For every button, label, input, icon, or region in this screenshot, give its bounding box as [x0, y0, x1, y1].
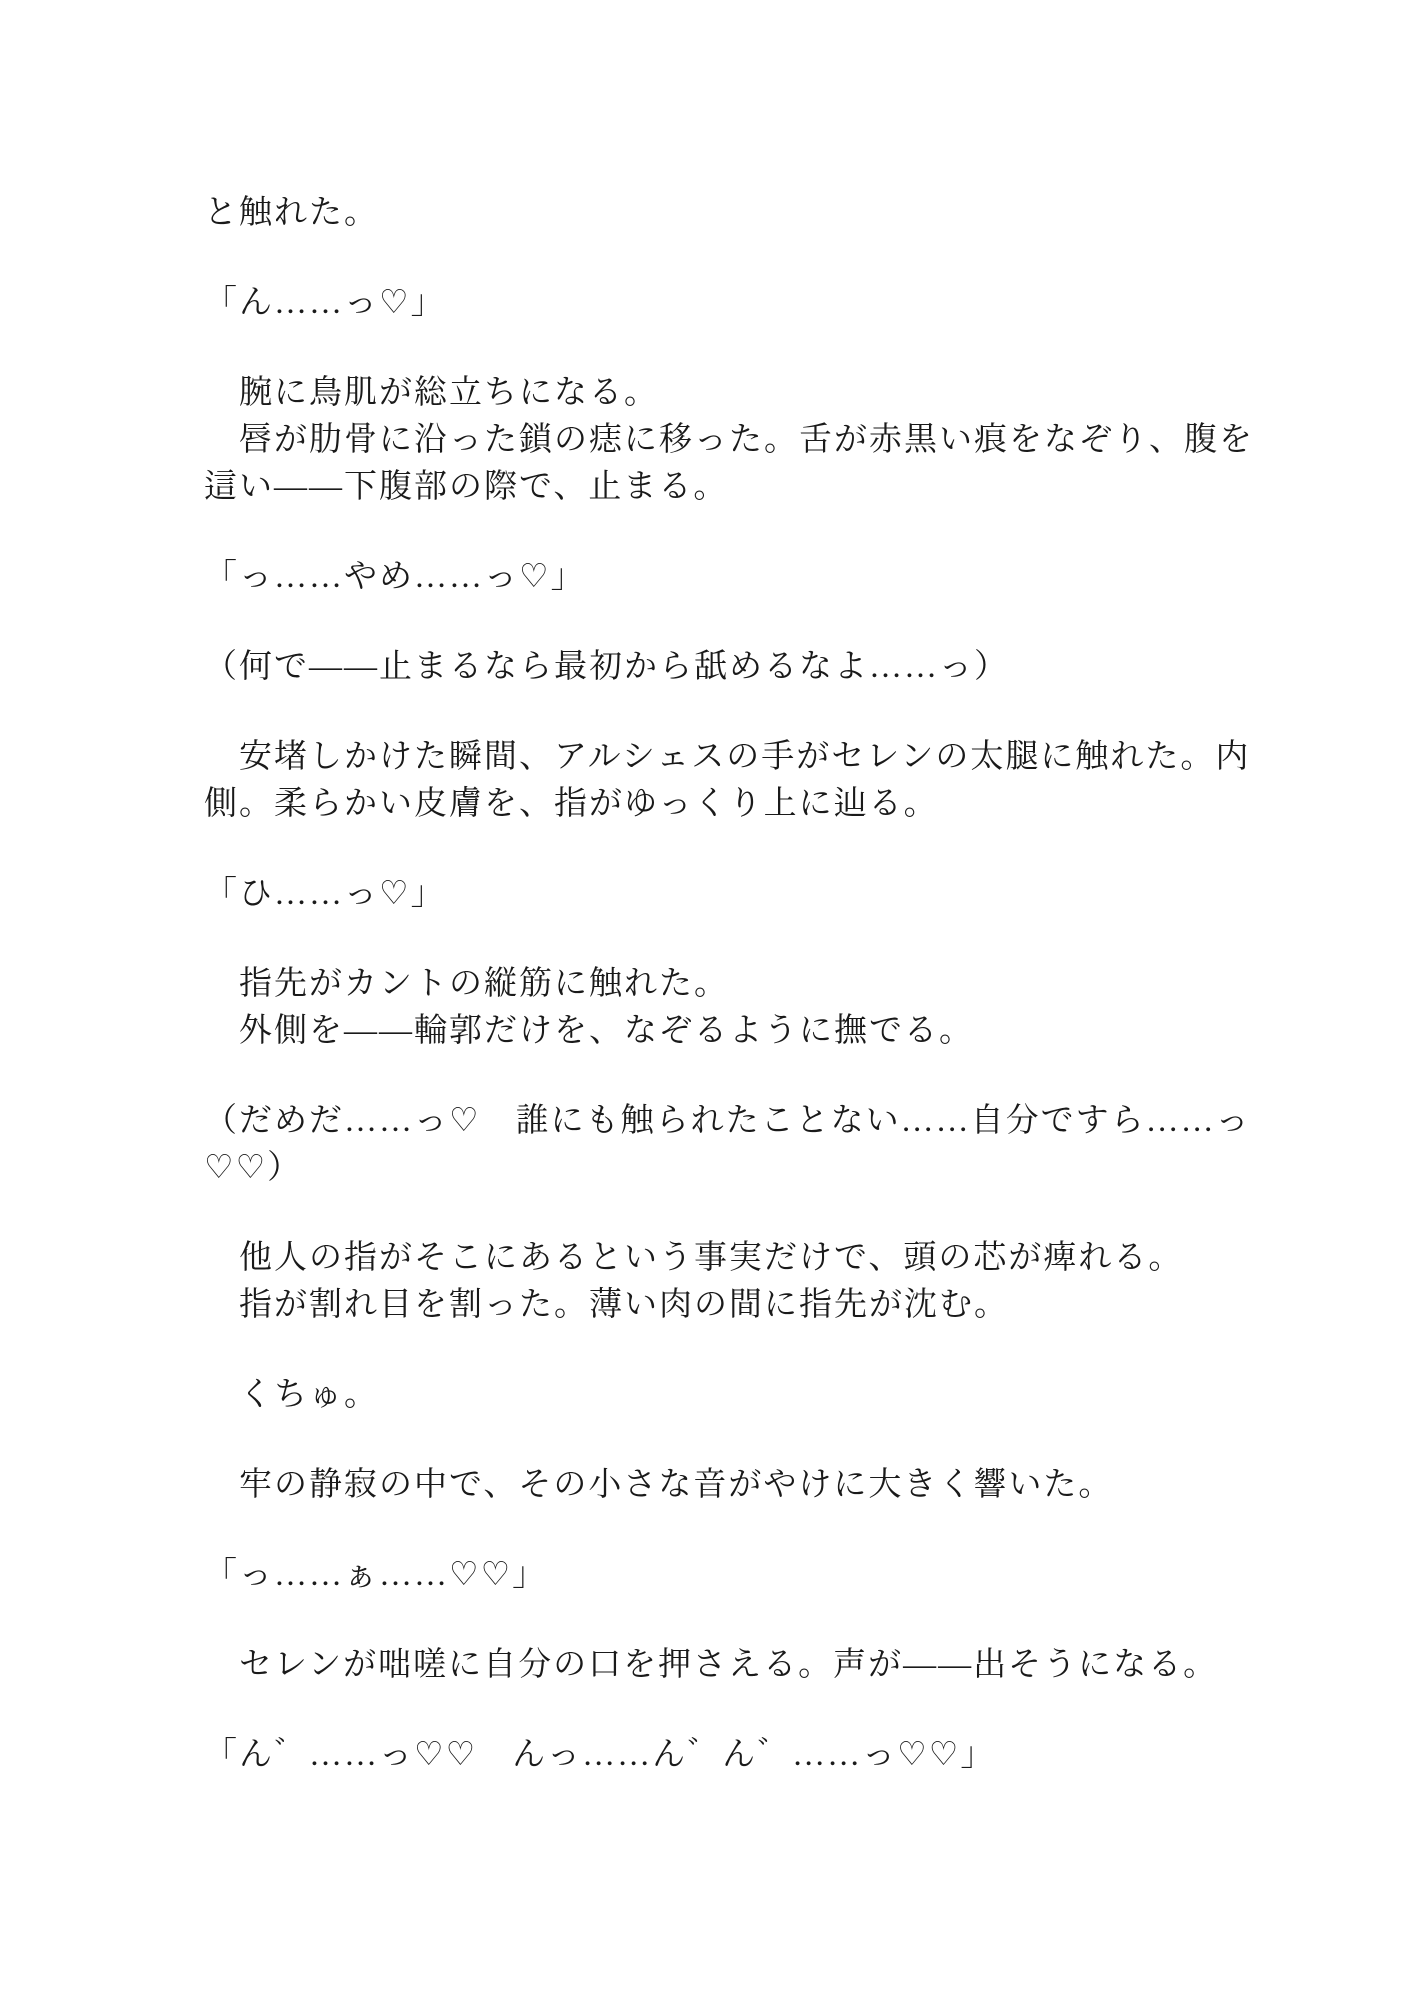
paragraph-narrative [204, 1642, 1289, 1689]
paragraph-dialogue [204, 280, 1289, 327]
text-line: 「ん゛……っ♡♡ んっ……ん゛ん゛……っ♡♡」 [204, 1737, 996, 1773]
text-line: 指先がカントの縦筋に触れた。 [204, 966, 729, 1002]
text-line: セレンが咄嗟に自分の口を押さえる。声が――出そうになる。 [204, 1647, 1219, 1683]
paragraph-thought [204, 644, 1289, 691]
text-line: 唇が肋骨に沿った鎖の痣に移った。舌が赤黒い痕をなぞり、腹を [204, 422, 1254, 458]
text-line: ♡♡） [204, 1150, 303, 1186]
text-line: 這い――下腹部の際で、止まる。 [204, 469, 729, 505]
text-line: 外側を――輪郭だけを、なぞるように撫でる。 [204, 1013, 974, 1049]
text-line: くちゅ。 [204, 1377, 379, 1413]
text-line: （だめだ……っ♡ 誰にも触られたことない……自分ですら……っ [204, 1103, 1251, 1139]
paragraph-narrative [204, 190, 1289, 237]
text-line: と触れた。 [204, 195, 379, 231]
text-line: 「っ……ぁ……♡♡」 [204, 1557, 548, 1593]
text-line: 他人の指がそこにあるという事実だけで、頭の芯が痺れる。 [204, 1240, 1184, 1276]
text-line: 牢の静寂の中で、その小さな音がやけに大きく響いた。 [204, 1467, 1114, 1503]
paragraph-narrative [204, 734, 1289, 828]
text-line: 安堵しかけた瞬間、アルシェスの手がセレンの太腿に触れた。内 [204, 739, 1251, 775]
paragraph-narrative [204, 1462, 1289, 1509]
text-line: 「っ……やめ……っ♡」 [204, 559, 586, 595]
paragraph-dialogue [204, 871, 1289, 918]
paragraph-narrative [204, 961, 1289, 1055]
text-line: 指が割れ目を割った。薄い肉の間に指先が沈む。 [204, 1287, 1009, 1323]
paragraph-dialogue [204, 1732, 1289, 1779]
text-line: 側。柔らかい皮膚を、指がゆっくり上に辿る。 [204, 786, 939, 822]
text-line: 「ん……っ♡」 [204, 285, 446, 321]
paragraph-narrative [204, 370, 1289, 511]
text-column [204, 190, 1289, 1822]
paragraph-narrative [204, 1372, 1289, 1419]
text-line: 「ひ……っ♡」 [204, 876, 446, 912]
text-line: （何で――止まるなら最初から舐めるなよ……っ） [204, 649, 1009, 685]
text-line: 腕に鳥肌が総立ちになる。 [204, 375, 659, 411]
paragraph-narrative [204, 1235, 1289, 1329]
paragraph-dialogue [204, 554, 1289, 601]
paragraph-thought [204, 1098, 1289, 1192]
paragraph-dialogue [204, 1552, 1289, 1599]
